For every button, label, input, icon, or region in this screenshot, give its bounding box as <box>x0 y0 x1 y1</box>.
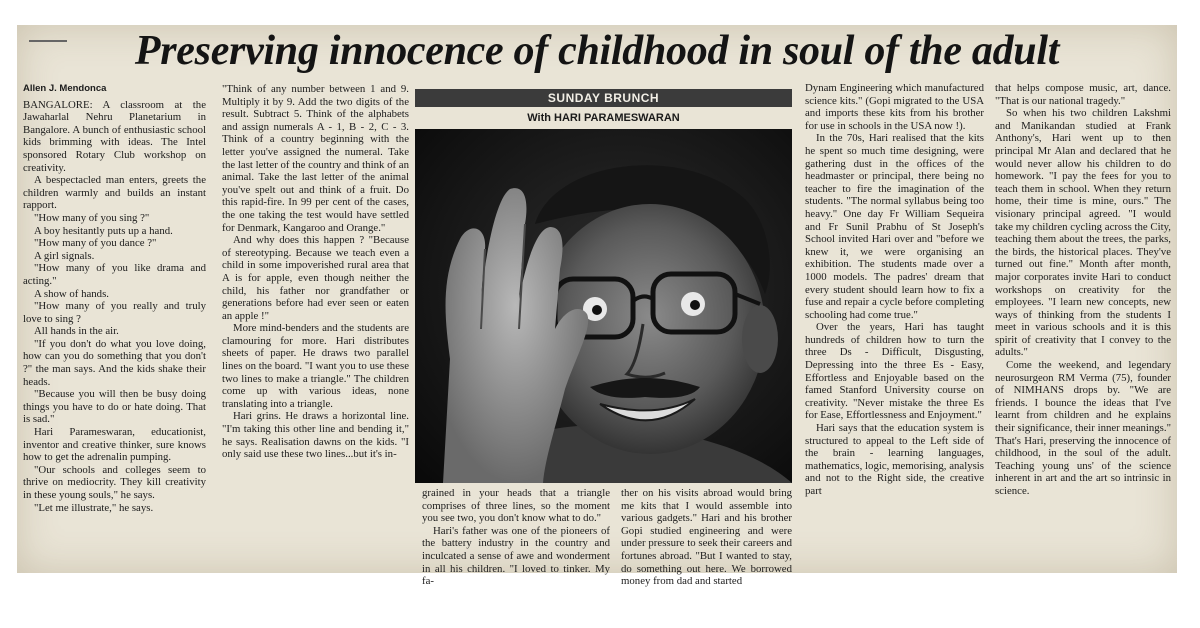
paragraph: And why does this happen ? "Because of stereotyping. Because we teach even a child in some impoverished rural area that A is for apple, even though neither the child, his father nor grandfather or generations before had ever seen or eaten an apple !" <box>222 234 409 322</box>
headline: Preserving innocence of childhood in soul of the adult <box>134 28 1060 74</box>
paragraph: Hari Parameswaran, educationist, inventor and creative thinker, sure knows how to get the adrenalin pumping. <box>23 426 206 464</box>
paragraph: A bespectacled man enters, greets the children warmly and builds an instant rapport. <box>23 174 206 212</box>
column-kicker: With HARI PARAMESWARAN <box>527 112 680 124</box>
paragraph: So when his two children Lakshmi and Manikandan studied at Frank Anthony's, Hari went up to then principal Mr Alan and declared that he would never allow his children to do homework. "I pay the fees for you to teach them in school. When they return home, their time is mine, ours." The visionary principal agreed. "I would take my children cycling across the City, teaching them about the trees, the parks, the birds, the historical places. They've turned out fine." Month after month, major corporates invite Hari to conduct workshops on creativity for the employees. "I learn new concepts, new ways of thinking from the students I meet in various schools and it is this spirit of creativity that I convey to the adults." <box>995 107 1171 359</box>
paragraph: More mind-benders and the students are clamouring for more. Hari distributes sheets of paper. He draws two parallel lines on the board. "I want you to use these two lines to make a triangle." The children come up with various ideas, none translating into a triangle. <box>222 322 409 410</box>
paragraph: ther on his visits abroad would bring me kits that I would assemble into various gadgets." Hari and his brother Gopi studied engineering and were under pressure to seek their careers and fortunes abroad. "But I wanted to stay, do something out here. We borrowed money from dad and started <box>621 487 792 588</box>
paragraph: Hari's father was one of the pioneers of the battery industry in the country and inculcated a sense of awe and wonderment in all his children. "I loved to tinker. My fa- <box>422 524 610 588</box>
article-column-6 <box>995 82 1171 571</box>
paragraph: In the 70s, Hari realised that the kits he spent so much time designing, were gathering dust in the offices of the headmaster or principal, there being no teacher to fire the imagination of the students. "The normal syllabus being too heavy." One day Fr William Sequeira and Fr Sunil Prabhu of St Joseph's School invited Hari over and "before we knew it, we were organising an exhibition. The students made over a 1000 models. The padres' dream that every student should learn how to fix a fuse and repair a cycle before completing schooling had come true." <box>805 132 984 321</box>
paragraph: Hari says that the education system is structured to appeal to the Left side of the brain - learning languages, mathematics, logic, memorising, analysis and not to the Right side, the creative part <box>805 422 984 497</box>
article-column-2 <box>222 83 409 571</box>
paragraph: "Let me illustrate," he says. <box>34 501 154 514</box>
paragraph: "Our schools and colleges seem to thrive on mediocrity. They kill creativity in these young souls," he says. <box>23 463 206 501</box>
portrait-photo <box>415 129 792 483</box>
article-column-1 <box>23 83 206 571</box>
article-column-3 <box>422 487 610 588</box>
paragraph: A girl signals. <box>34 249 95 262</box>
paragraph: A boy hesitantly puts up a hand. <box>34 224 173 237</box>
paragraph: Hari grins. He draws a horizontal line. "I'm taking this other line and bending it," he says. Realisation dawns on the kids. "I only said use these two lines...but it's in- <box>222 410 409 461</box>
paragraph: "How many of you sing ?" <box>34 211 150 224</box>
paragraph: All hands in the air. <box>34 325 119 338</box>
section-banner: SUNDAY BRUNCH <box>415 89 792 107</box>
paragraph: "Because you will then be busy doing things you have to do or hate doing. That is sad." <box>23 388 206 426</box>
paragraph: A show of hands. <box>34 287 109 300</box>
paragraph: "If you don't do what you love doing, how can you do something that you don't ?" the man says. And the kids shake their heads. <box>23 337 206 388</box>
paragraph: Come the weekend, and legendary neurosurgeon RM Verma (75), founder of NIMHANS drops by. "We are friends. I bounce the ideas that I've learnt from children and he explains their significance, their inner meanings." That's Hari, preserving the innocence of childhood, in the soul of the adult. Teaching young uns' of the science inherent in art and the art so intrinsic in science. <box>995 359 1171 497</box>
paragraph: "How many of you really and truly love to sing ? <box>23 300 206 325</box>
paragraph: "How many of you like drama and acting." <box>23 262 206 287</box>
paragraph: Over the years, Hari has taught hundreds of children how to turn the three Ds - Difficult, Disgusting, Depressing into the three Es - Easy, Effortless and Enjoyable based on the famed Stanford University course on creativity. "Never mistake the three Es for Ease, Effortlessness and Enjoyment." <box>805 321 984 422</box>
paragraph: "Think of any number between 1 and 9. Multiply it by 9. Add the two digits of the result. Subtract 5. Think of the alphabets and assign numerals A - 1, B - 2, C - 3. Think of a country beginning with the letter you've assigned the numeral. Take the last letter of the country and think of an animal. Take the last letter of the animal you've spelt out and think of a fruit. Do this rapid-fire. In 99 per cent of the cases, the one taking the test would have settled for Denmark, Kangaroo and Orange." <box>222 83 409 234</box>
paragraph: that helps compose music, art, dance. "That is our national tragedy." <box>995 82 1171 107</box>
newspaper-clipping <box>17 25 1177 588</box>
paragraph: grained in your heads that a triangle comprises of three lines, so the moment you see two, you don't know what to do." <box>422 487 610 525</box>
paragraph: "How many of you dance ?" <box>34 237 157 250</box>
paragraph: BANGALORE: A classroom at the Jawaharlal Nehru Planetarium in Bangalore. A bunch of enthusiastic school kids brimming with ideas. The Intel sponsored Rotary Club workshop on creativity. <box>23 98 206 174</box>
paragraph: Dynam Engineering which manufactured science kits." (Gopi migrated to the USA and imports these kits from his brother for use in schools in the USA now !). <box>805 82 984 132</box>
article-column-5 <box>805 82 984 571</box>
article-column-4 <box>621 487 792 588</box>
byline: Allen J. Mendonca <box>23 83 107 94</box>
